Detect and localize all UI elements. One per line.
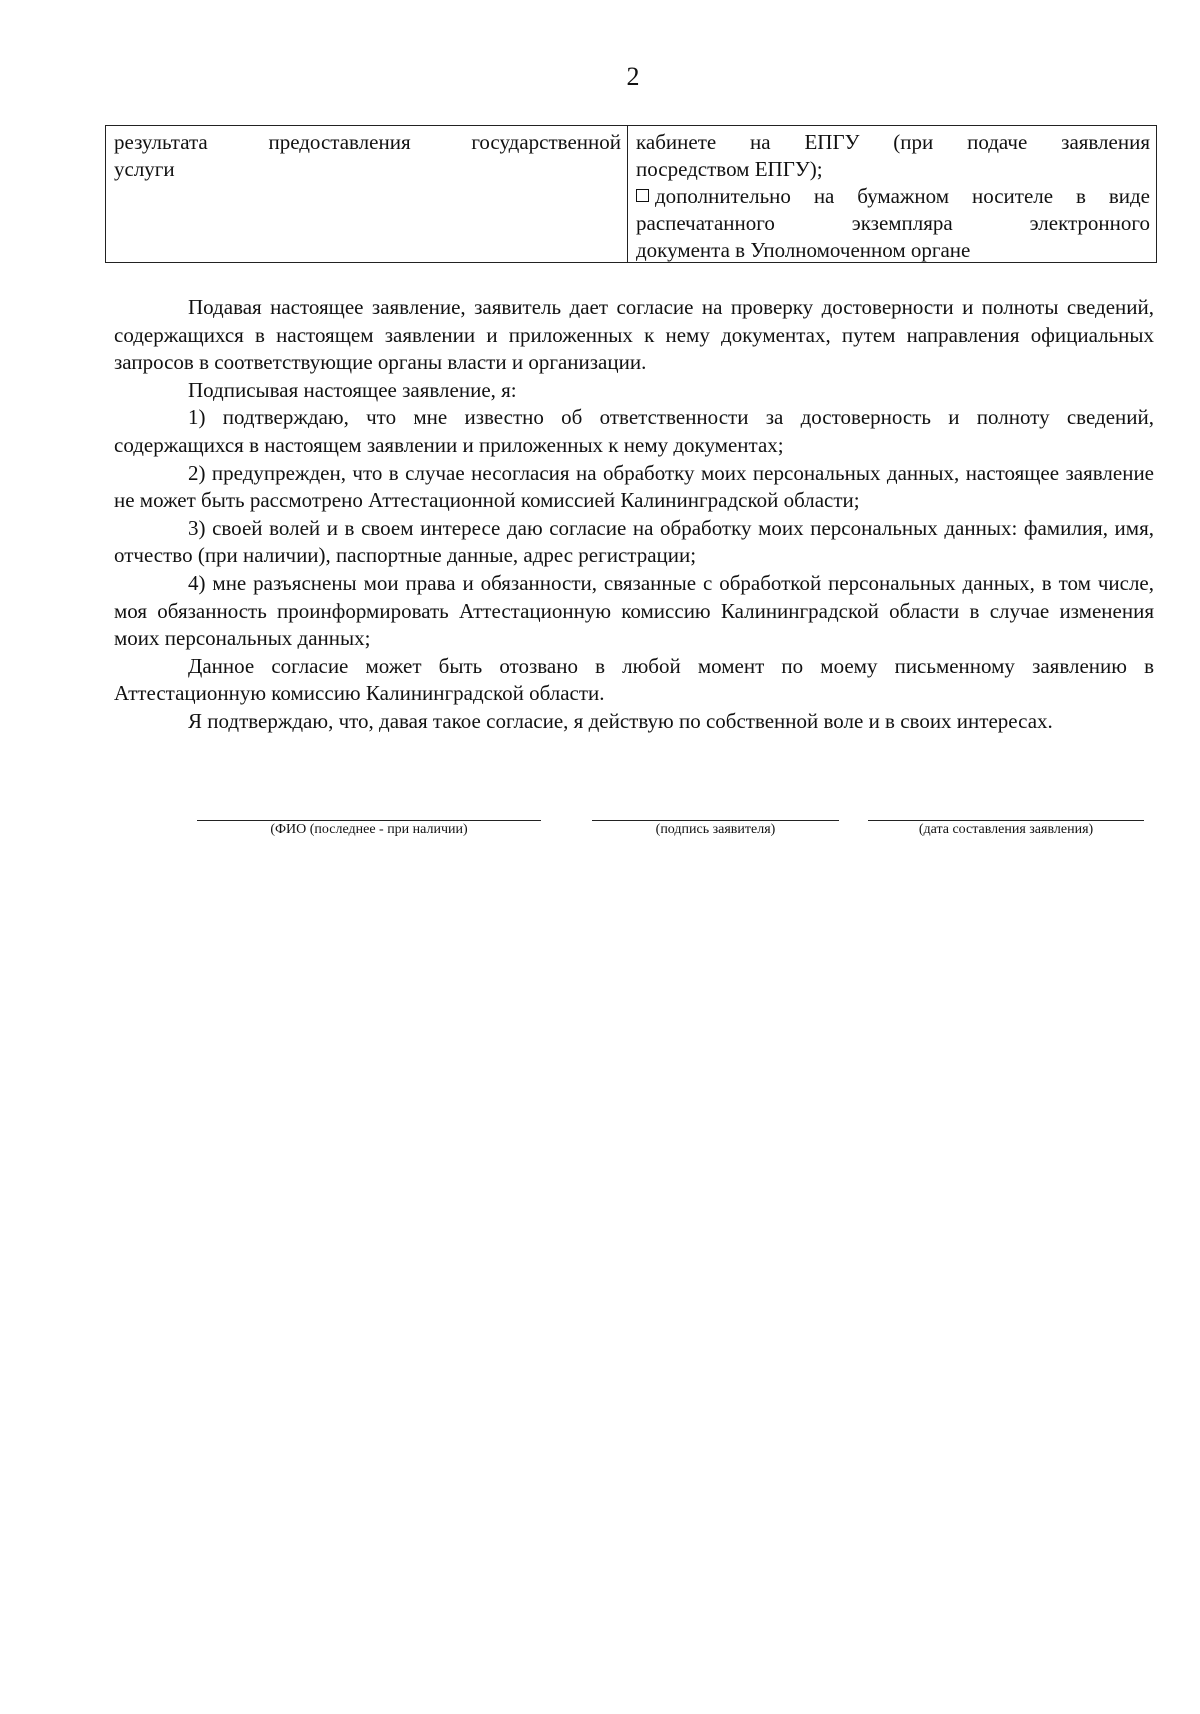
paragraph-item-4: 4) мне разъяснены мои права и обязанности, связанные с обработкой персональных данных, в том числе, моя обязанность проинформировать Аттестационную комиссию Калининградской области в случае изменения моих персональных данных;: [114, 570, 1154, 651]
table-right-line-5: документа в Уполномоченном органе: [636, 238, 971, 262]
fio-caption: (ФИО (последнее - при наличии): [270, 822, 468, 837]
date-caption: (дата составления заявления): [918, 822, 1094, 837]
consent-text: [114, 294, 1154, 736]
signature-caption: (подпись заявителя): [655, 822, 776, 837]
paragraph-signing-intro: Подписывая настоящее заявление, я:: [188, 377, 517, 402]
paragraph-revocation: Данное согласие может быть отозвано в любой момент по моему письменному заявлению в Аттестационную комиссию Калининградской области.: [114, 653, 1154, 706]
paragraph-item-3: 3) своей волей и в своем интересе даю согласие на обработку моих персональных данных: фамилия, имя, отчество (при наличии), паспортные данные, адрес регистрации;: [114, 515, 1154, 568]
date-signature-field[interactable]: [868, 820, 1144, 838]
paragraph-consent-verification: Подавая настоящее заявление, заявитель дает согласие на проверку достоверности и полноты сведений, содержащихся в настоящем заявлении и приложенных к нему документах, путем направления официальных запросов в соответствующие органы власти и организации.: [114, 295, 1154, 375]
table-cell-label: [106, 126, 628, 262]
table-right-line-4: распечатанного экземпляра электронного: [636, 211, 1150, 235]
table-left-line-2: услуги: [114, 157, 175, 181]
table-right-line-2: посредством ЕПГУ);: [636, 157, 823, 181]
page-number: 2: [626, 62, 640, 91]
result-table: [105, 125, 1157, 263]
paragraph-confirmation: Я подтверждаю, что, давая такое согласие, я действую по собственной воле и в своих интересах.: [188, 708, 1053, 733]
paper-copy-option[interactable]: [636, 183, 1150, 210]
fio-signature-field[interactable]: [197, 820, 541, 838]
paragraph-item-2: 2) предупрежден, что в случае несогласия на обработку моих персональных данных, настоящее заявление не может быть рассмотрено Аттестационной комиссией Калининградской области;: [114, 460, 1154, 513]
checkbox-icon[interactable]: [636, 189, 649, 202]
table-cell-options: [628, 126, 1156, 262]
applicant-signature-field[interactable]: [592, 820, 839, 838]
table-right-line-1: кабинете на ЕПГУ (при подаче заявления: [636, 130, 1150, 154]
table-left-line-1: результата предоставления государственной: [114, 130, 621, 154]
table-right-line-3: дополнительно на бумажном носителе в виде: [655, 184, 1150, 208]
paragraph-item-1: 1) подтверждаю, что мне известно об ответственности за достоверность и полноту сведений, содержащихся в настоящем заявлении и приложенных к нему документах;: [114, 405, 1154, 457]
